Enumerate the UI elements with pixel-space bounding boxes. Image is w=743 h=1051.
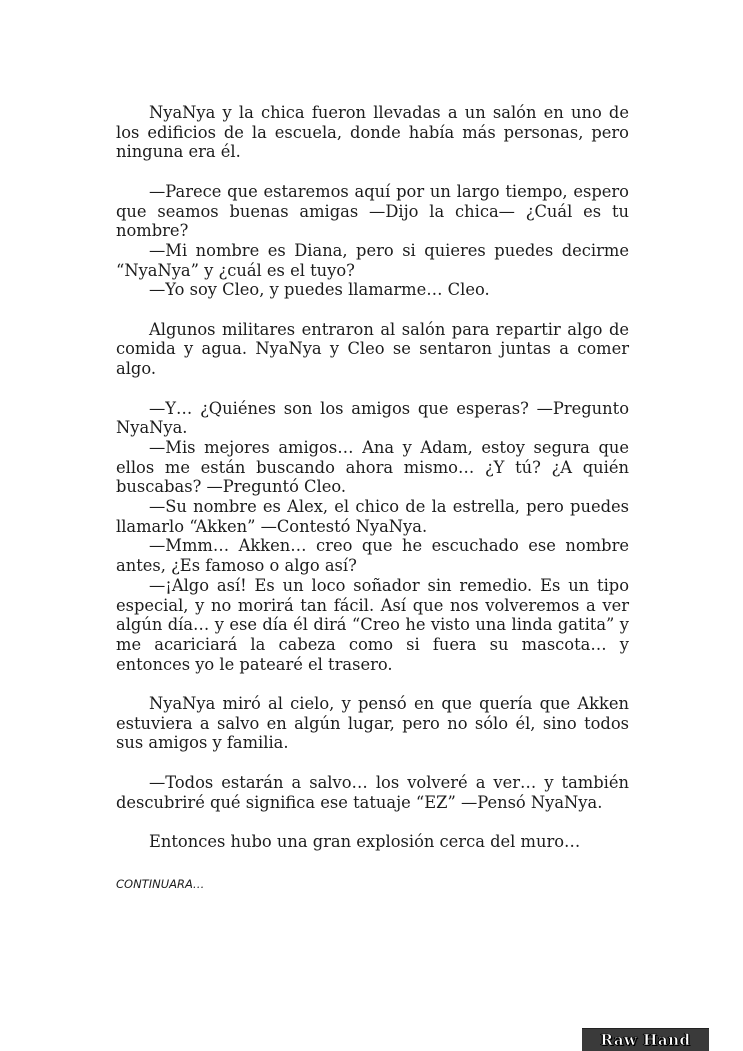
logo-text: Raw Hand [600,1031,691,1049]
story-text [116,103,629,852]
dialogue-line: —Mmm… Akken… creo que he escuchado ese nombre antes, ¿Es famoso o algo así? [116,536,629,576]
dialogue-line: —Parece que estaremos aquí por un largo tiempo, espero que seamos buenas amigas —Dijo la chica— ¿Cuál es tu nombre? [116,181,629,241]
paragraph: NyaNya y la chica fueron llevadas a un salón en uno de los edificios de la escuela, donde había más personas, pero ninguna era él. [116,103,629,162]
dialogue-line: —Yo soy Cleo, y puedes llamarme… Cleo. [149,280,490,300]
dialogue-line: —Y… ¿Quiénes son los amigos que esperas? —Pregunto NyaNya. [116,398,629,438]
paragraph: Algunos militares entraron al salón para repartir algo de comida y agua. NyaNya y Cleo se sentaron juntas a comer algo. [116,319,629,379]
paragraph-gap [116,674,629,694]
dialogue-line: —Mis mejores amigos… Ana y Adam, estoy segura que ellos me están buscando ahora mismo… ¿Y tú? ¿A quién buscabas? —Preguntó Cleo. [116,437,629,497]
dialogue-line: —Su nombre es Alex, el chico de la estrella, pero puedes llamarlo “Akken” —Contestó NyaNya. [116,497,629,536]
paragraph: NyaNya miró al cielo, y pensó en que quería que Akken estuviera a salvo en algún lugar, pero no sólo él, sino todos sus amigos y familia. [116,694,629,753]
paragraph-gap [116,379,629,399]
continuara-label: CONTINUARA… [116,877,205,891]
paragraph: Entonces hubo una gran explosión cerca del muro… [149,831,581,851]
dialogue-line: —¡Algo así! Es un loco soñador sin remedio. Es un tipo especial, y no morirá tan fácil. Así que nos volveremos a ver algún día… y ese día él dirá “Creo he visto una linda gatita” y me acariciará la cabeza como si fuera su mascota… y entonces yo le patearé el trasero. [116,575,629,674]
dialogue-line: —Todos estarán a salvo… los volveré a ver… y también descubriré qué significa ese tatuaje “EZ” —Pensó NyaNya. [116,772,629,812]
paragraph-gap [116,812,629,832]
paragraph-gap [116,753,629,773]
paragraph-gap [116,162,629,182]
paragraph-gap [116,300,629,320]
raw-hand-logo [582,1028,709,1051]
dialogue-line: —Mi nombre es Diana, pero si quieres puedes decirme “NyaNya” y ¿cuál es el tuyo? [116,240,629,280]
